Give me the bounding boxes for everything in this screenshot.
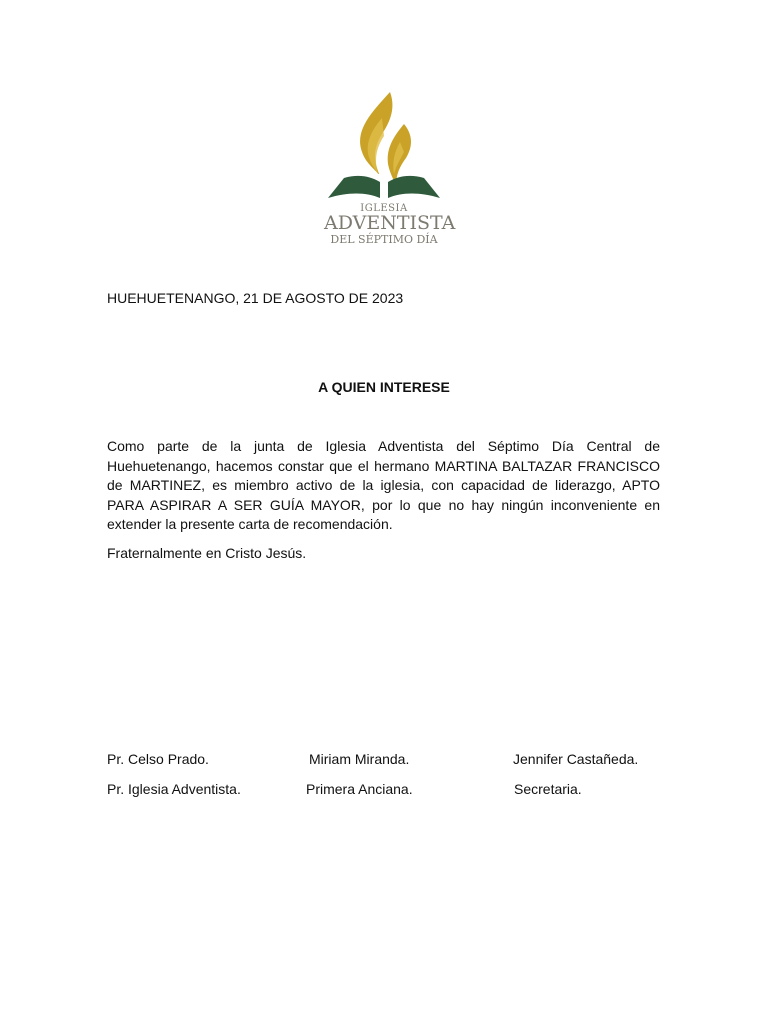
logo-text-septimo-dia: DEL SÉPTIMO DÍA — [330, 233, 438, 246]
signature-title-pastor: Pr. Iglesia Adventista. — [107, 781, 241, 797]
logo-text-adventista: ADVENTISTA — [324, 212, 456, 234]
place-date: HUEHUETENANGO, 21 DE AGOSTO DE 2023 — [107, 290, 404, 306]
logo-text-iglesia: IGLESIA — [360, 203, 408, 214]
letter-heading: A QUIEN INTERESE — [318, 379, 450, 395]
signature-name-elder: Miriam Miranda. — [309, 751, 410, 767]
flame-book-logo-icon — [324, 90, 444, 202]
signature-name-pastor: Pr. Celso Prado. — [107, 751, 209, 767]
letter-body: Como parte de la junta de Iglesia Adventista del Séptimo Día Central de Huehuetenango, hacemos constar que el hermano MARTINA BALTAZAR FRANCISCO de MARTINEZ, es miembro activo de la iglesia, con capacidad de liderazgo, APTO PARA ASPIRAR A SER GUÍA MAYOR, por lo que no hay ningún inconveniente en extender la presente carta de recomendación. — [107, 438, 660, 532]
signature-title-elder: Primera Anciana. — [306, 781, 413, 797]
letter-closing: Fraternalmente en Cristo Jesús. — [107, 545, 307, 561]
church-logo — [324, 90, 456, 250]
signature-title-secretary: Secretaria. — [514, 781, 582, 797]
signature-name-secretary: Jennifer Castañeda. — [513, 751, 639, 767]
